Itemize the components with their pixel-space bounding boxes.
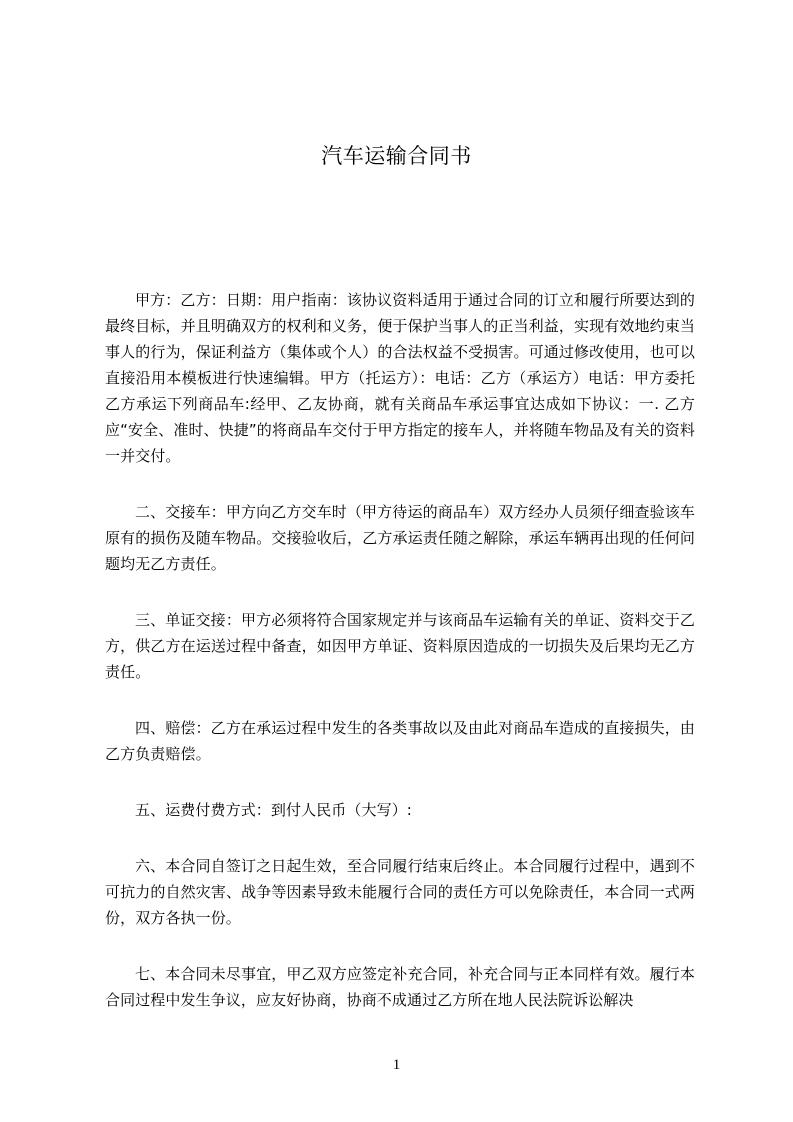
page-number: 1 xyxy=(392,1057,401,1073)
paragraph-compensation: 四、赔偿：乙方在承运过程中发生的各类事故以及由此对商品车造成的直接损失，由乙方负责赔偿。 xyxy=(105,719,695,763)
document-title: 汽车运输合同书 xyxy=(321,144,472,168)
paragraph-intro: 甲方：乙方：日期：用户指南：该协议资料适用于通过合同的订立和履行所要达到的最终目标，并且明确双方的权利和义务，便于保护当事人的正当利益，实现有效地约束当事人的行为，保证利益方（集体或个人）的合法权益不受损害。可通过修改使用，也可以直接沿用本模板进行快速编辑。甲方（托运方）：电话：乙方（承运方）电话：甲方委托乙方承运下列商品车:经甲、乙友协商，就有关商品车承运事宜达成如下协议：一. 乙方应“安全、准时、快捷”的将商品车交付于甲方指定的接车人，并将随车物品及有关的资料一并交付。 xyxy=(105,291,695,465)
paragraph-handover: 二、交接车：甲方向乙方交车时（甲方待运的商品车）双方经办人员须仔细查验该车原有的损伤及随车物品。交接验收后，乙方承运责任随之解除，承运车辆再出现的任何问题均无乙方责任。 xyxy=(105,503,695,573)
document-body xyxy=(105,287,695,1043)
paragraph-effective: 六、本合同自签订之日起生效，至合同履行结束后终止。本合同履行过程中，遇到不可抗力的自然灾害、战争等因素导致未能履行合同的责任方可以免除责任，本合同一式两份，双方各执一份。 xyxy=(105,857,695,927)
paragraph-payment: 五、运费付费方式：到付人民币（大写）: xyxy=(135,801,412,819)
paragraph-documents: 三、单证交接：甲方必须将符合国家规定并与该商品车运输有关的单证、资料交于乙方，供乙方在运送过程中备查，如因甲方单证、资料原因造成的一切损失及后果均无乙方责任。 xyxy=(105,611,695,681)
paragraph-supplement: 七、本合同未尽事宜，甲乙双方应签定补充合同，补充合同与正本同样有效。履行本合同过程中发生争议，应友好协商，协商不成通过乙方所在地人民法院诉讼解决 xyxy=(105,965,695,1009)
